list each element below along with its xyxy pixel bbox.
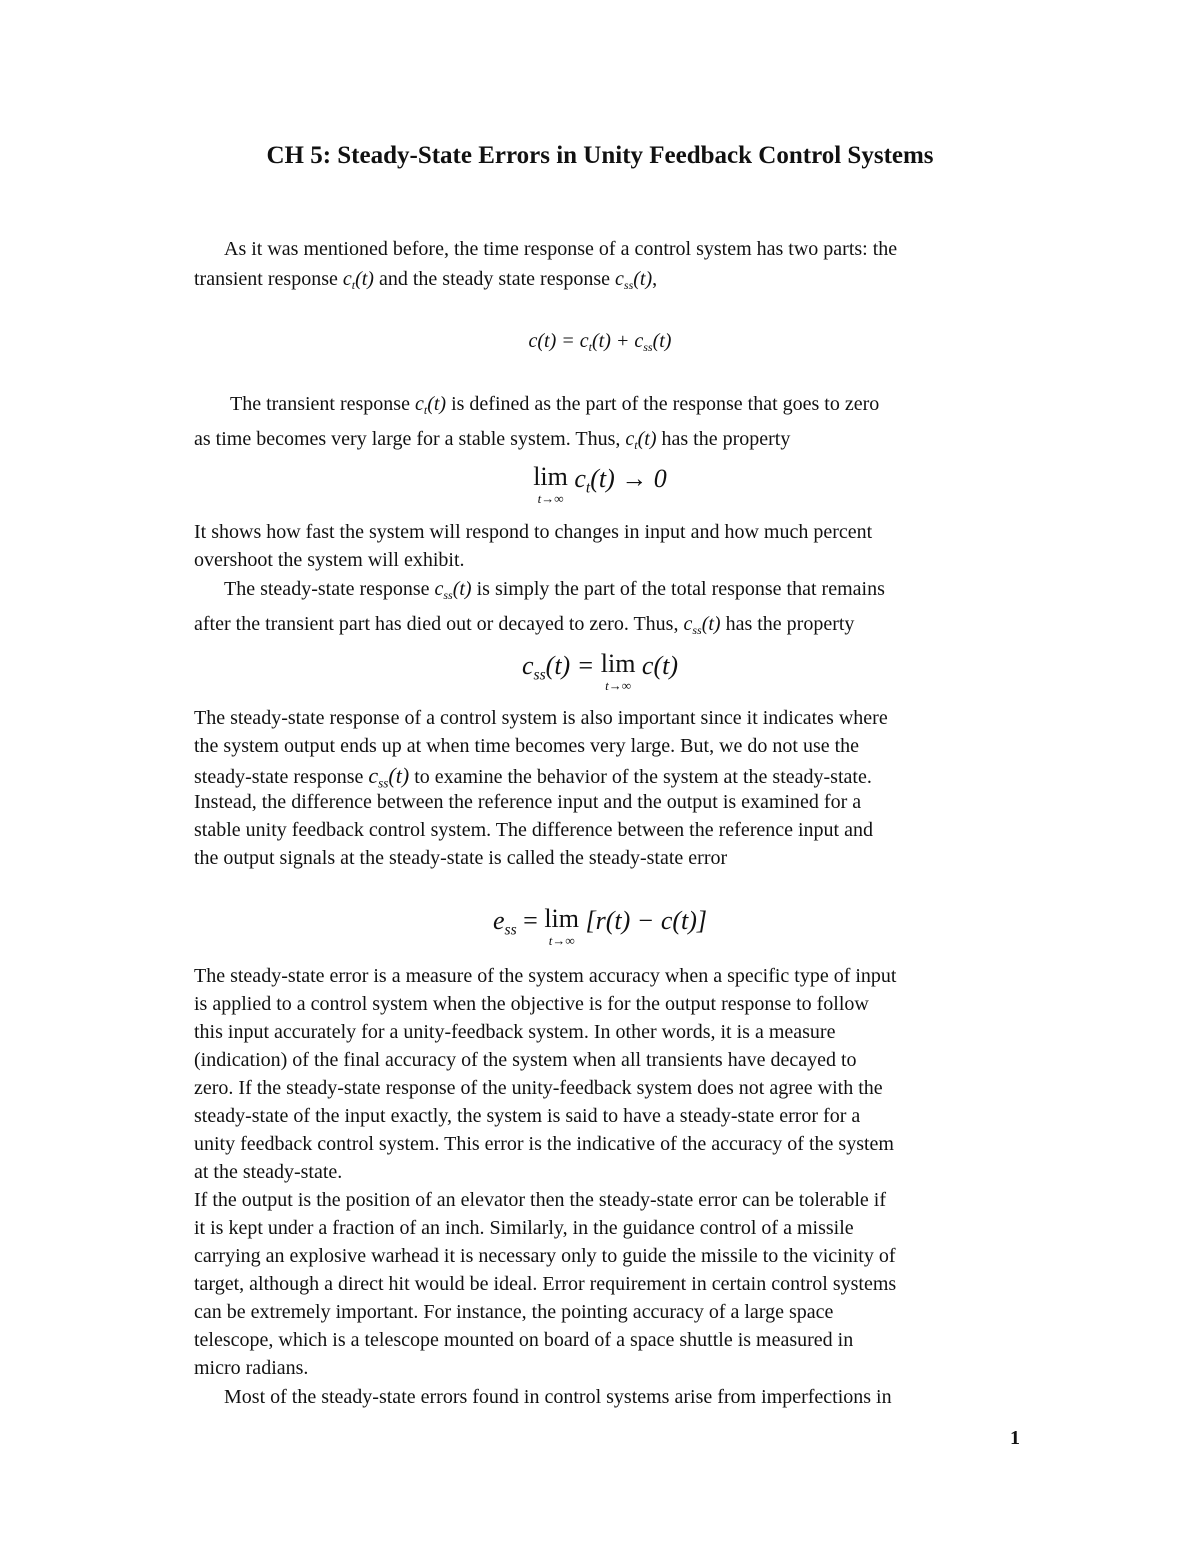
page-title: CH 5: Steady-State Errors in Unity Feedback Control Systems [266, 142, 934, 169]
para3-line-3: steady-state response $c_{ss}(t)$ to examine the behavior of the system at the steady-state. [194, 763, 872, 791]
para4-line-13: can be extremely important. For instance, the pointing accuracy of a large space [194, 1301, 834, 1323]
intro-line-2-text-b: and the steady state response [378, 268, 611, 290]
para2-line-2: overshoot the system will exhibit. [194, 549, 465, 571]
para4-line-5: zero. If the steady-state response of the unity-feedback system does not agree with the [194, 1077, 883, 1099]
para3-line-6: the output signals at the steady-state is called the steady-state error [194, 847, 728, 869]
steady-line-1: The steady-state response $c_{ss}(t)$ is simply the part of the total response that remains [224, 578, 885, 603]
para4-line-1: The steady-state error is a measure of the system accuracy when a specific type of input [194, 965, 897, 987]
para4-line-9: If the output is the position of an elevator then the steady-state error can be tolerable if [194, 1189, 886, 1211]
para4-line-15: micro radians. [194, 1357, 309, 1379]
para4-line-8: at the steady-state. [194, 1161, 343, 1183]
para4-line-14: telescope, which is a telescope mounted on board of a space shuttle is measured in [194, 1329, 854, 1351]
para3-line-1: The steady-state response of a control system is also important since it indicates where [194, 707, 888, 729]
para4-line-11: carrying an explosive warhead it is necessary only to guide the missile to the vicinity of [194, 1245, 896, 1267]
equation-ct: $c(t) = c_t(t) + c_{ss}(t)$ [528, 330, 672, 355]
para5-line-1: Most of the steady-state errors found in control systems arise from imperfections in [224, 1386, 892, 1408]
page-number: 1 [1010, 1427, 1020, 1449]
para4-line-3: this input accurately for a unity-feedback system. In other words, it is a measure [194, 1021, 836, 1043]
para3-line-5: stable unity feedback control system. The difference between the reference input and [194, 819, 873, 841]
para4-line-12: target, although a direct hit would be ideal. Error requirement in certain control systems [194, 1273, 897, 1295]
para4-line-4: (indication) of the final accuracy of the system when all transients have decayed to [194, 1049, 857, 1071]
intro-line-1: As it was mentioned before, the time response of a control system has two parts: the [224, 238, 898, 260]
para4-line-10: it is kept under a fraction of an inch. Similarly, in the guidance control of a missile [194, 1217, 854, 1239]
transient-line-2: as time becomes very large for a stable system. Thus, $c_t(t)$ has the property [194, 428, 791, 453]
para2-line-1: It shows how fast the system will respond to changes in input and how much percent [194, 521, 873, 543]
steady-line-2: after the transient part has died out or decayed to zero. Thus, $c_{ss}(t)$ has the property [194, 613, 855, 638]
para4-line-7: unity feedback control system. This error is the indicative of the accuracy of the system [194, 1133, 894, 1155]
intro-line-2-text-a: transient response [194, 268, 338, 290]
math-ct: $c_t(t)$ [342, 268, 374, 293]
transient-line-1: The transient response $c_t(t)$ is defined as the part of the response that goes to zero [230, 393, 880, 418]
equation-limit-transient: lim t→∞ $c_t(t) \to 0$ [533, 462, 667, 506]
math-css: $c_{ss}(t)$ [615, 268, 653, 293]
intro-line-2: transient response $c_t(t)$ and the steady state response $c_{ss}(t)$, [194, 268, 658, 293]
equation-steady-state-error: $e_{ss} = \lim$ t→∞ [r(t) − c(t)] [492, 904, 708, 948]
equation-limit-steady: $c_{ss}(t) = \lim$ t→∞ c(t) [521, 649, 679, 693]
para4-line-6: steady-state of the input exactly, the system is said to have a steady-state error for a [194, 1105, 861, 1127]
para3-line-4: Instead, the difference between the reference input and the output is examined for a [194, 791, 862, 813]
para4-line-2: is applied to a control system when the objective is for the output response to follow [194, 993, 869, 1015]
para3-line-2: the system output ends up at when time becomes very large. But, we do not use the [194, 735, 860, 757]
